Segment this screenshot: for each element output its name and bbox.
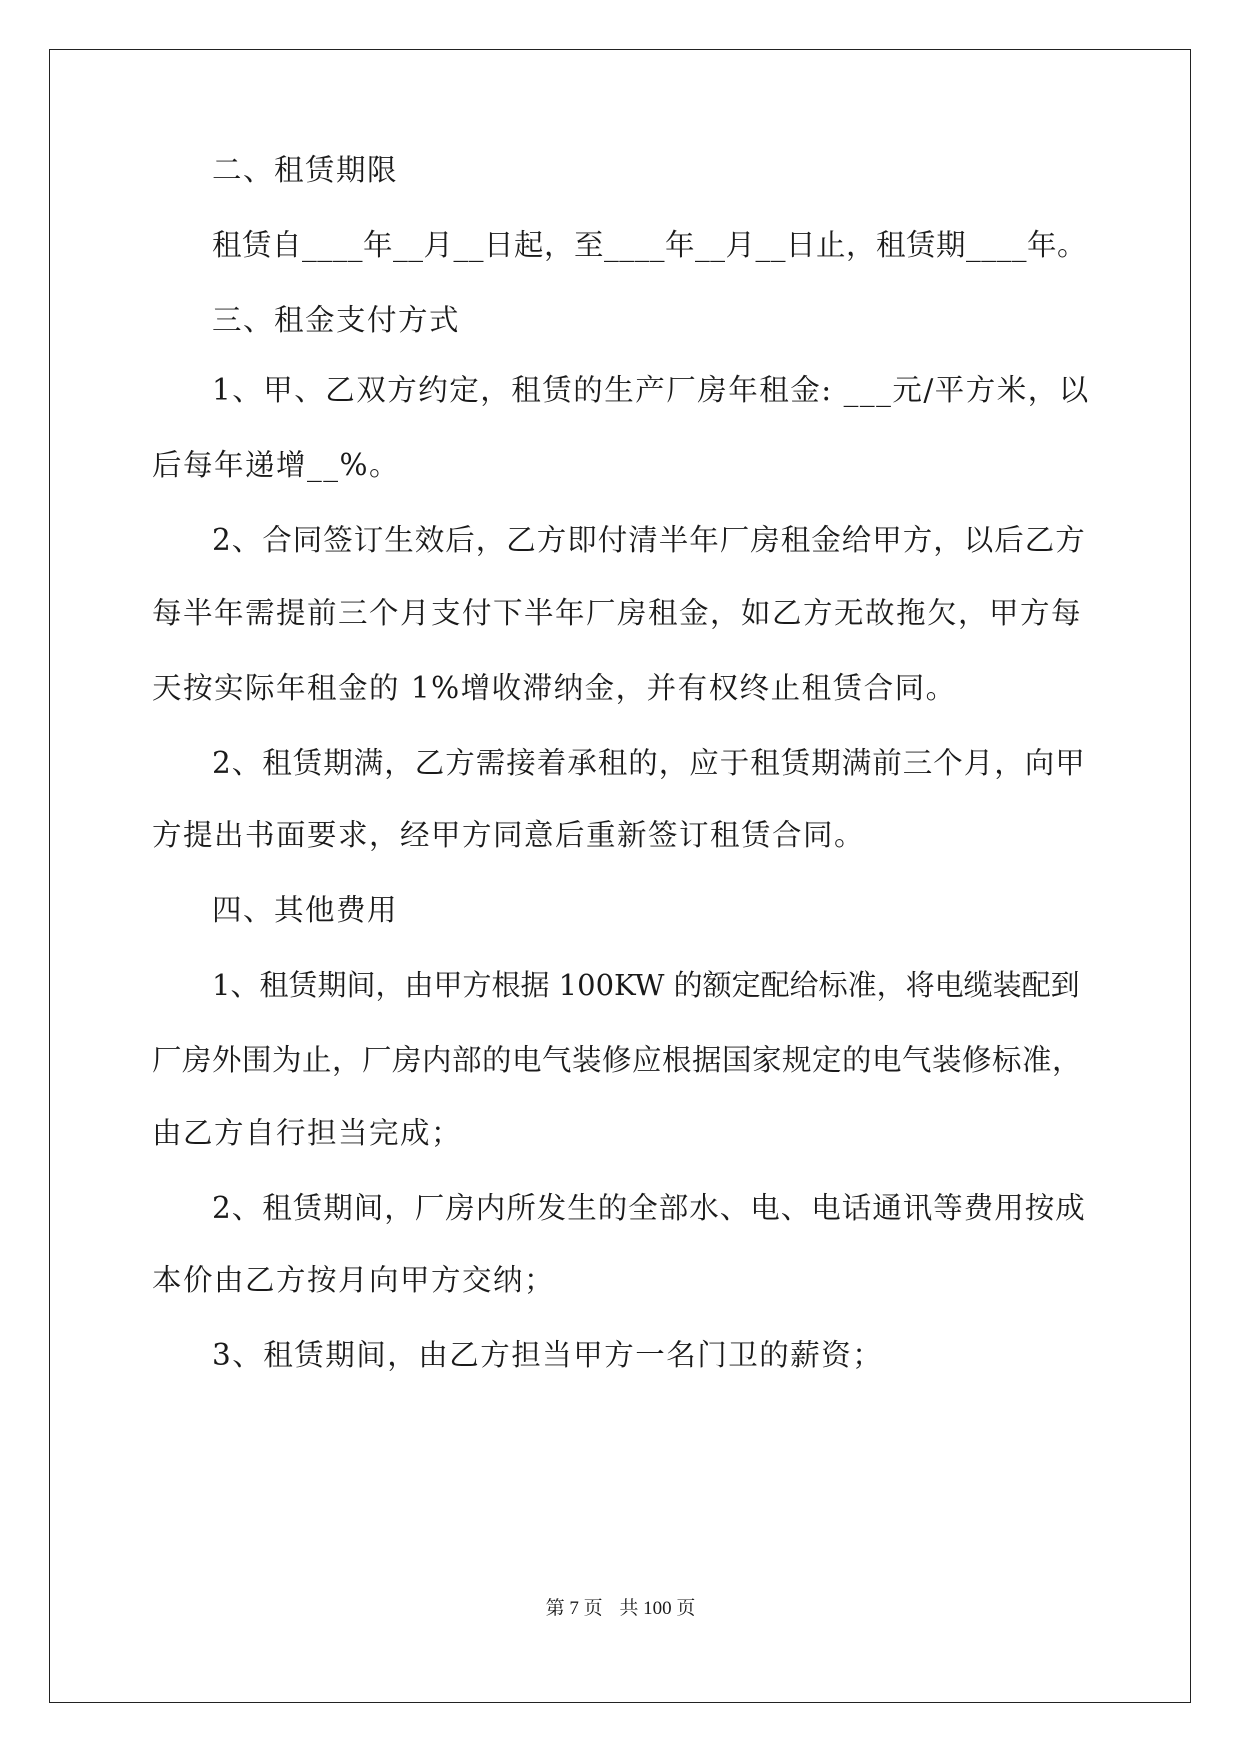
paragraph-line: 2、合同签订生效后，乙方即付清半年厂房租金给甲方，以后乙方 xyxy=(212,523,1086,557)
paragraph-line: 每半年需提前三个月支付下半年厂房租金，如乙方无故拖欠，甲方每 xyxy=(152,596,1083,630)
section-heading-other-fees: 四、其他费用 xyxy=(212,893,399,927)
paragraph-line: 3、租赁期间，由乙方担当甲方一名门卫的薪资； xyxy=(212,1338,884,1372)
section-heading-rent-payment: 三、租金支付方式 xyxy=(212,303,461,337)
paragraph-line: 本价由乙方按月向甲方交纳； xyxy=(152,1263,556,1297)
paragraph-line: 方提出书面要求，经甲方同意后重新签订租赁合同。 xyxy=(152,818,866,852)
paragraph-line: 厂房外围为止，厂房内部的电气装修应根据国家规定的电气装修标准， xyxy=(152,1043,1083,1077)
paragraph-line: 后每年递增__%。 xyxy=(152,448,401,482)
section-heading-lease-term: 二、租赁期限 xyxy=(212,153,399,187)
paragraph-line: 1、租赁期间，由甲方根据 100KW 的额定配给标准，将电缆装配到 xyxy=(212,968,1080,1002)
paragraph-line: 租赁自____年__月__日起，至____年__月__日止，租赁期____年。 xyxy=(212,228,1088,262)
paragraph-line: 2、租赁期满，乙方需接着承租的，应于租赁期满前三个月，向甲 xyxy=(212,746,1086,780)
page-number-current: 第 7 页 xyxy=(545,1598,603,1619)
page-footer xyxy=(0,1597,1241,1621)
page-border xyxy=(49,49,1191,1703)
paragraph-line: 1、甲、乙双方约定，租赁的生产厂房年租金: ___元/平方米，以 xyxy=(212,373,1090,407)
page-number-total: 共 100 页 xyxy=(619,1598,696,1619)
paragraph-line: 2、租赁期间，厂房内所发生的全部水、电、电话通讯等费用按成 xyxy=(212,1191,1086,1225)
paragraph-line: 天按实际年租金的 1%增收滞纳金，并有权终止租赁合同。 xyxy=(152,671,957,705)
paragraph-line: 由乙方自行担当完成； xyxy=(152,1116,463,1150)
